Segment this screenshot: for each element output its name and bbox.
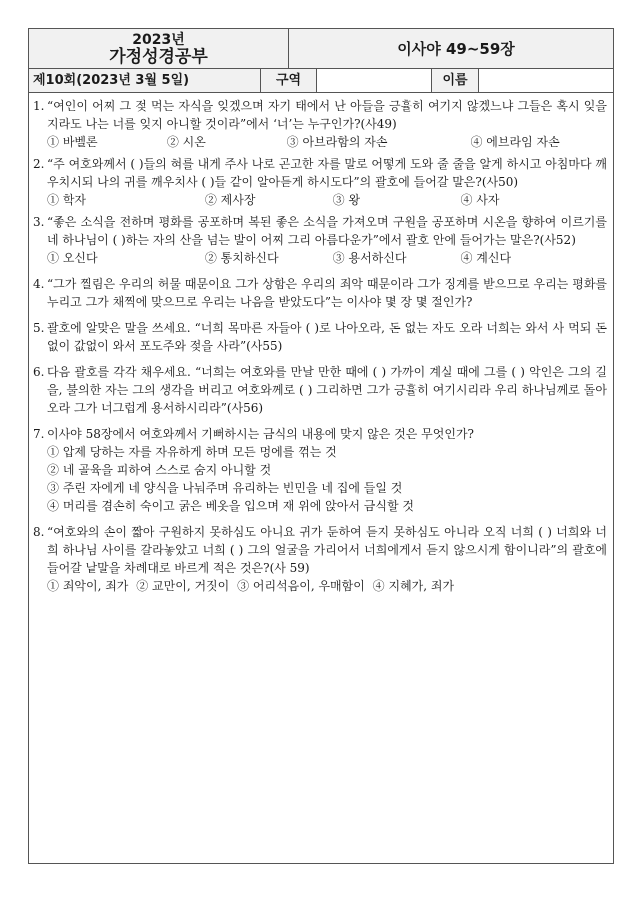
question-item: [29, 523, 613, 595]
option[interactable]: ② 통치하신다: [204, 251, 279, 265]
question-item: [29, 363, 613, 417]
name-input[interactable]: [479, 69, 613, 92]
option[interactable]: ② 교만이, 거짓이: [136, 579, 230, 593]
option[interactable]: ① 바벨론: [47, 135, 98, 149]
header-row-info: [29, 69, 613, 93]
option[interactable]: ① 죄악이, 죄가: [47, 579, 129, 593]
option-row: [47, 249, 607, 267]
question-number: 3.: [33, 215, 45, 229]
option[interactable]: ① 압제 당하는 자를 자유하게 하며 모든 멍에를 꺾는 것: [47, 445, 337, 459]
question-text: “여인이 어찌 그 젖 먹는 자식을 잊겠으며 자기 태에서 난 아들을 긍휼히 여기지 않겠느냐 그들은 혹시 잊을지라도 나는 너를 잊지 아니할 것이라”에서 ‘너’는 누구인가?(사49): [47, 99, 607, 131]
question-text: 괄호에 알맞은 말을 쓰세요. “너희 목마른 자들아 ( )로 나아오라, 돈 없는 자도 오라 너희는 와서 사 먹되 돈 없이 값없이 와서 포도주와 젖을 사라”(사55): [47, 321, 607, 353]
option[interactable]: ② 네 골육을 피하여 스스로 숨지 아니할 것: [47, 463, 272, 477]
series-title: 가정성경공부: [109, 47, 208, 67]
question-text: “주 여호와께서 ( )들의 혀를 내게 주사 나로 곤고한 자를 말로 어떻게 도와 줄 줄을 알게 하시고 아침마다 깨우치시되 나의 귀를 깨우치사 ( )들 같이 알아듣게 하시도다”의 괄호에 들어갈 말은?(사50): [47, 157, 607, 189]
question-text: 다음 괄호를 각각 채우세요. “너희는 여호와를 만날 만한 때에 ( ) 가까이 계실 때에 그를 ( ) 악인은 그의 길을, 불의한 자는 그의 생각을 버리고 여호와께로 ( ) 그리하면 그가 긍휼히 여기시리라 우리 하나님께로 돌아오라 그가 너그럽게 용서하시리라”(사56): [47, 365, 607, 415]
option-row: [47, 133, 607, 151]
header-row-top: [29, 29, 613, 69]
option[interactable]: ④ 계신다: [460, 251, 512, 265]
option[interactable]: ③ 어리석음이, 우매함이: [237, 579, 365, 593]
question-text: “그가 찔림은 우리의 허물 때문이요 그가 상함은 우리의 죄악 때문이라 그가 징계를 받으므로 우리는 평화를 누리고 그가 채찍에 맞으므로 우리는 나음을 받았도다”는 이사야 몇 장 몇 절인가?: [47, 277, 607, 309]
option[interactable]: ④ 사자: [460, 193, 500, 207]
question-text: “좋은 소식을 전하며 평화를 공포하며 복된 좋은 소식을 가져오며 구원을 공포하며 시온을 향하여 이르기를 네 하나님이 ( )하는 자의 산을 넘는 발이 어찌 그리 아름다운가”에서 괄호 안에 들어가는 말은?(사52): [47, 215, 607, 247]
question-list: [29, 93, 613, 595]
question-text: “여호와의 손이 짧아 구원하지 못하심도 아니요 귀가 둔하여 듣지 못하심도 아니라 오직 너희 ( ) 너희와 너희 하나님 사이를 갈라놓았고 너희 ( ) 그의 얼굴을 가리어서 너희에게서 듣지 않으시게 함이니라”의 괄호에 들어갈 낱말을 차례대로 바르게 적은 것은?(사 59): [47, 525, 607, 575]
option[interactable]: ④ 머리를 겸손히 숙이고 굵은 베옷을 입으며 재 위에 앉아서 금식할 것: [47, 499, 414, 513]
option[interactable]: ② 제사장: [204, 193, 256, 207]
option[interactable]: ③ 주린 자에게 네 양식을 나눠주며 유리하는 빈민을 네 집에 들일 것: [47, 481, 403, 495]
option[interactable]: ③ 용서하신다: [332, 251, 407, 265]
question-item: [29, 97, 613, 151]
area-label: 구역: [261, 69, 317, 92]
option-row: [47, 191, 607, 209]
option[interactable]: ③ 아브라함의 자손: [286, 135, 388, 149]
question-item: [29, 213, 613, 267]
question-number: 5.: [33, 321, 45, 335]
title-block: [29, 29, 289, 69]
option[interactable]: ③ 왕: [332, 193, 361, 207]
worksheet: [28, 28, 614, 864]
name-label: 이름: [431, 69, 479, 92]
option-row: [47, 577, 607, 595]
question-item: [29, 155, 613, 209]
question-number: 7.: [33, 427, 45, 441]
question-item: [29, 425, 613, 515]
question-item: [29, 319, 613, 355]
question-item: [29, 275, 613, 311]
question-number: 8.: [33, 525, 45, 539]
question-number: 2.: [33, 157, 45, 171]
area-input[interactable]: [317, 69, 431, 92]
question-number: 4.: [33, 277, 45, 291]
option[interactable]: ④ 에브라임 자손: [470, 135, 560, 149]
option[interactable]: ② 시온: [166, 135, 206, 149]
option[interactable]: ④ 지혜가, 죄가: [372, 579, 455, 593]
option[interactable]: ① 학자: [47, 193, 86, 207]
chapter-range: 이사야 49~59장: [397, 40, 515, 58]
session-date: 제10회(2023년 3월 5일): [29, 69, 261, 92]
option[interactable]: ① 오신다: [47, 251, 98, 265]
question-number: 1.: [33, 99, 45, 113]
year-label: 2023년: [132, 32, 185, 48]
question-number: 6.: [33, 365, 45, 379]
question-text: 이사야 58장에서 여호와께서 기뻐하시는 금식의 내용에 맞지 않은 것은 무엇인가?: [47, 427, 474, 441]
